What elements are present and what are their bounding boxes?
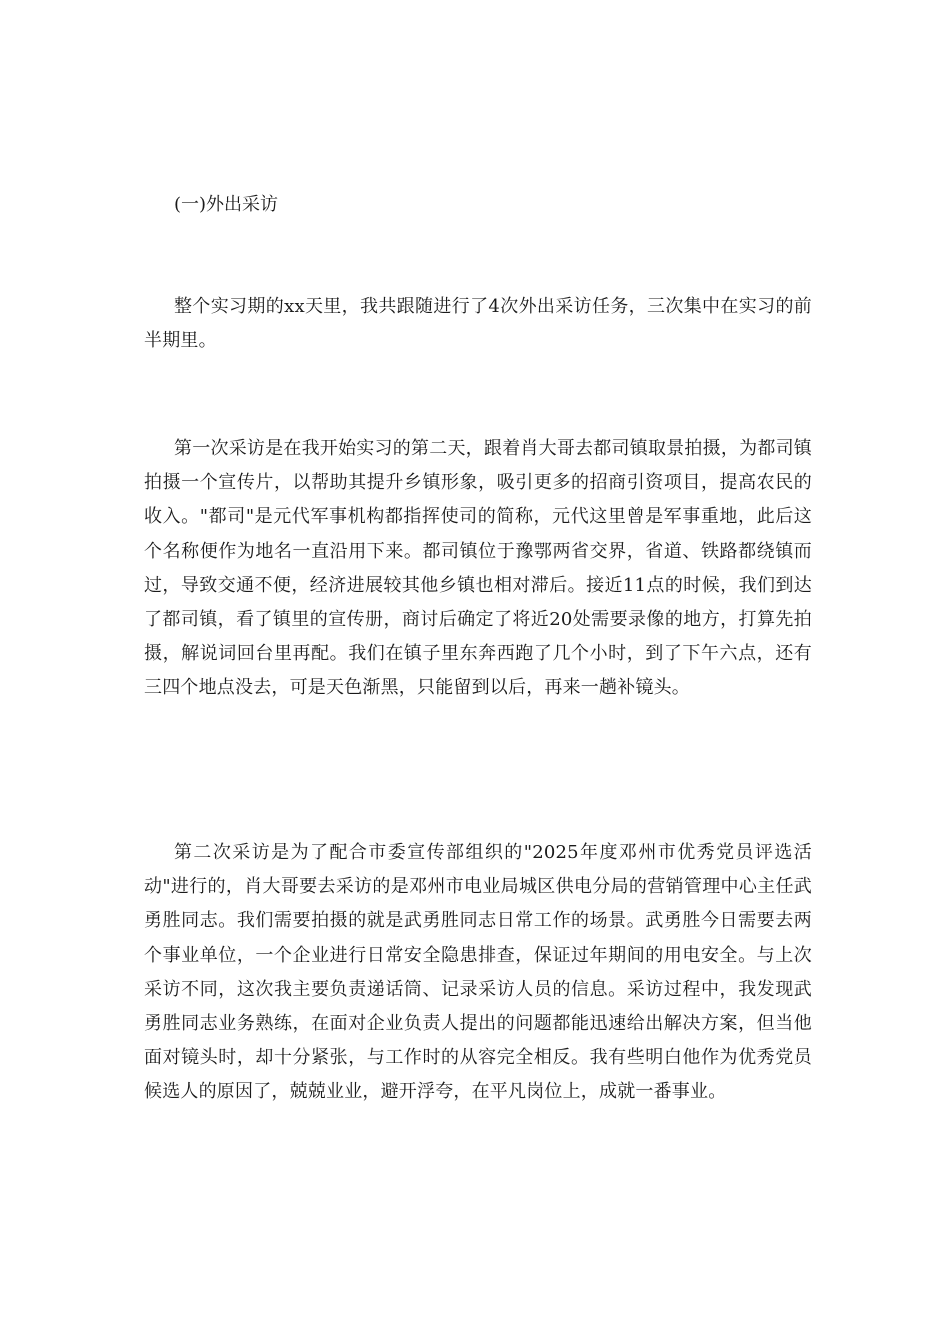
paragraph-second-interview: 第二次采访是为了配合市委宣传部组织的"2025年度邓州市优秀党员评选活动"进行的，肖大哥要去采访的是邓州市电业局城区供电分局的营销管理中心主任武勇胜同志。我们需要拍摄的就是武勇胜同志日常工作的场景。武勇胜今日需要去两个事业单位，一个企业进行日常安全隐患排查，保证过年期间的用电安全。与上次采访不同，这次我主要负责递话筒、记录采访人员的信息。采访过程中，我发现武勇胜同志业务熟练，在面对企业负责人提出的问题都能迅速给出解决方案，但当他面对镜头时，却十分紧张，与工作时的从容完全相反。我有些明白他作为优秀党员候选人的原因了，兢兢业业，避开浮夸，在平凡岗位上，成就一番事业。 <box>144 842 812 1103</box>
paragraph-first-interview: 第一次采访是在我开始实习的第二天，跟着肖大哥去都司镇取景拍摄，为都司镇拍摄一个宣传片，以帮助其提升乡镇形象，吸引更多的招商引资项目，提高农民的收入。"都司"是元代军事机构都指挥使司的简称，元代这里曾是军事重地，此后这个名称便作为地名一直沿用下来。都司镇位于豫鄂两省交界，省道、铁路都绕镇而过，导致交通不便，经济进展较其他乡镇也相对滞后。接近11点的时候，我们到达了都司镇，看了镇里的宣传册，商讨后确定了将近20处需要录像的地方，打算先拍摄，解说词回台里再配。我们在镇子里东奔西跑了几个小时，到了下午六点，还有三四个地点没去，可是天色渐黑，只能留到以后，再来一趟补镜头。 <box>144 438 812 699</box>
section-heading: (一)外出采访 <box>174 194 279 215</box>
paragraph-internship-overview: 整个实习期的xx天里，我共跟随进行了4次外出采访任务，三次集中在实习的前半期里。 <box>144 296 812 352</box>
